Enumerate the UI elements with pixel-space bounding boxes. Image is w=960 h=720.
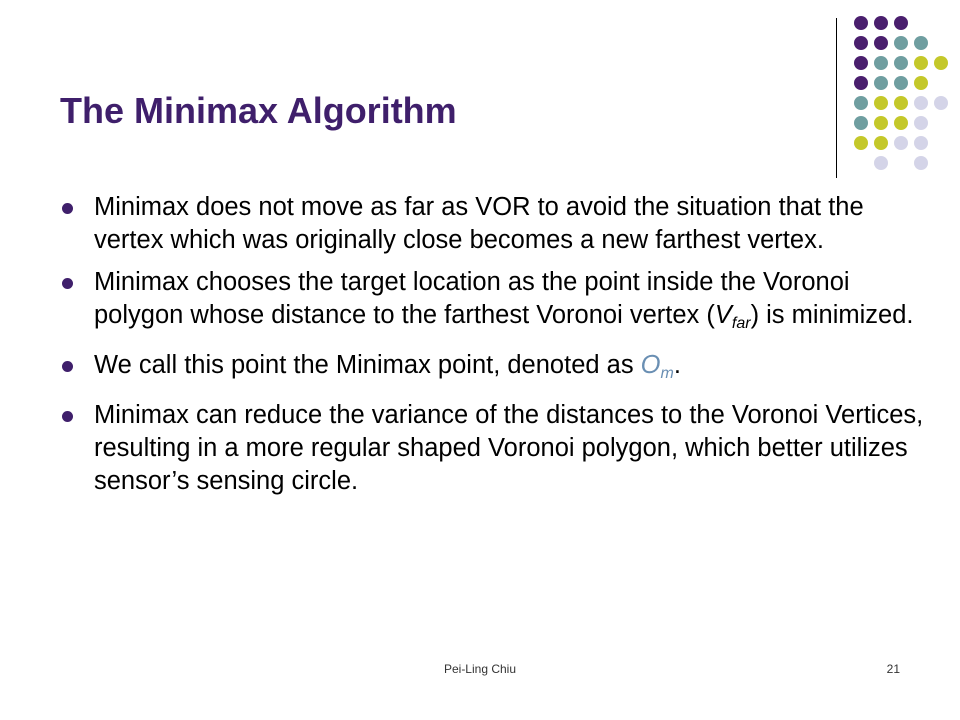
decor-dot [874, 76, 888, 90]
variable-o: O [640, 351, 661, 379]
bullet-icon [62, 203, 73, 214]
decor-dot [854, 76, 868, 90]
bullet-text-end: . [673, 351, 681, 379]
decor-dot [894, 16, 908, 30]
decor-dot [854, 36, 868, 50]
variable-v: V [714, 301, 732, 329]
decor-dot [894, 76, 908, 90]
decor-dot [874, 156, 888, 170]
bullet-item [60, 266, 930, 340]
decor-dot [934, 96, 948, 110]
subscript-far: far [731, 315, 751, 332]
subscript-m: m [660, 365, 674, 382]
decor-dot [894, 36, 908, 50]
bullet-text: Minimax can reduce the variance of the distances to the Voronoi Vertices, resulting in a more regular shaped Voronoi polygon, which better utilizes sensor’s sensing circle. [94, 401, 924, 495]
decor-dot [854, 136, 868, 150]
decor-dot [854, 16, 868, 30]
decor-dot [894, 116, 908, 130]
decor-dot [914, 96, 928, 110]
decor-dot [914, 76, 928, 90]
bullet-icon [62, 361, 73, 372]
bullet-item [60, 349, 930, 390]
decor-dot [874, 16, 888, 30]
decor-dot [914, 56, 928, 70]
decor-dot [914, 156, 928, 170]
bullet-item [60, 191, 930, 257]
decor-dot [934, 56, 948, 70]
bullet-list [60, 191, 930, 507]
decor-dot [854, 116, 868, 130]
bullet-icon [62, 411, 73, 422]
page-number: 21 [886, 662, 900, 676]
decor-dot [874, 136, 888, 150]
decorative-dot-grid [842, 8, 950, 158]
bullet-text: We call this point the Minimax point, denoted as [94, 351, 641, 379]
decor-dot [894, 56, 908, 70]
decor-dot [874, 56, 888, 70]
header-divider [836, 18, 837, 178]
bullet-text-end: ) is minimized. [750, 301, 914, 329]
decor-dot [874, 116, 888, 130]
bullet-text: Minimax does not move as far as VOR to avoid the situation that the vertex which was originally close becomes a new farthest vertex. [94, 193, 864, 254]
bullet-item [60, 399, 930, 498]
decor-dot [894, 136, 908, 150]
decor-dot [874, 36, 888, 50]
decor-dot [894, 96, 908, 110]
decor-dot [874, 96, 888, 110]
decor-dot [854, 56, 868, 70]
bullet-icon [62, 278, 73, 289]
decor-dot [914, 116, 928, 130]
decor-dot [914, 136, 928, 150]
slide-title: The Minimax Algorithm [60, 90, 457, 131]
decor-dot [914, 36, 928, 50]
footer-author: Pei-Ling Chiu [443, 662, 517, 676]
decor-dot [854, 96, 868, 110]
bullet-text: Minimax chooses the target location as the point inside the Voronoi polygon whose distance to the farthest Voronoi vertex ( [94, 268, 850, 329]
